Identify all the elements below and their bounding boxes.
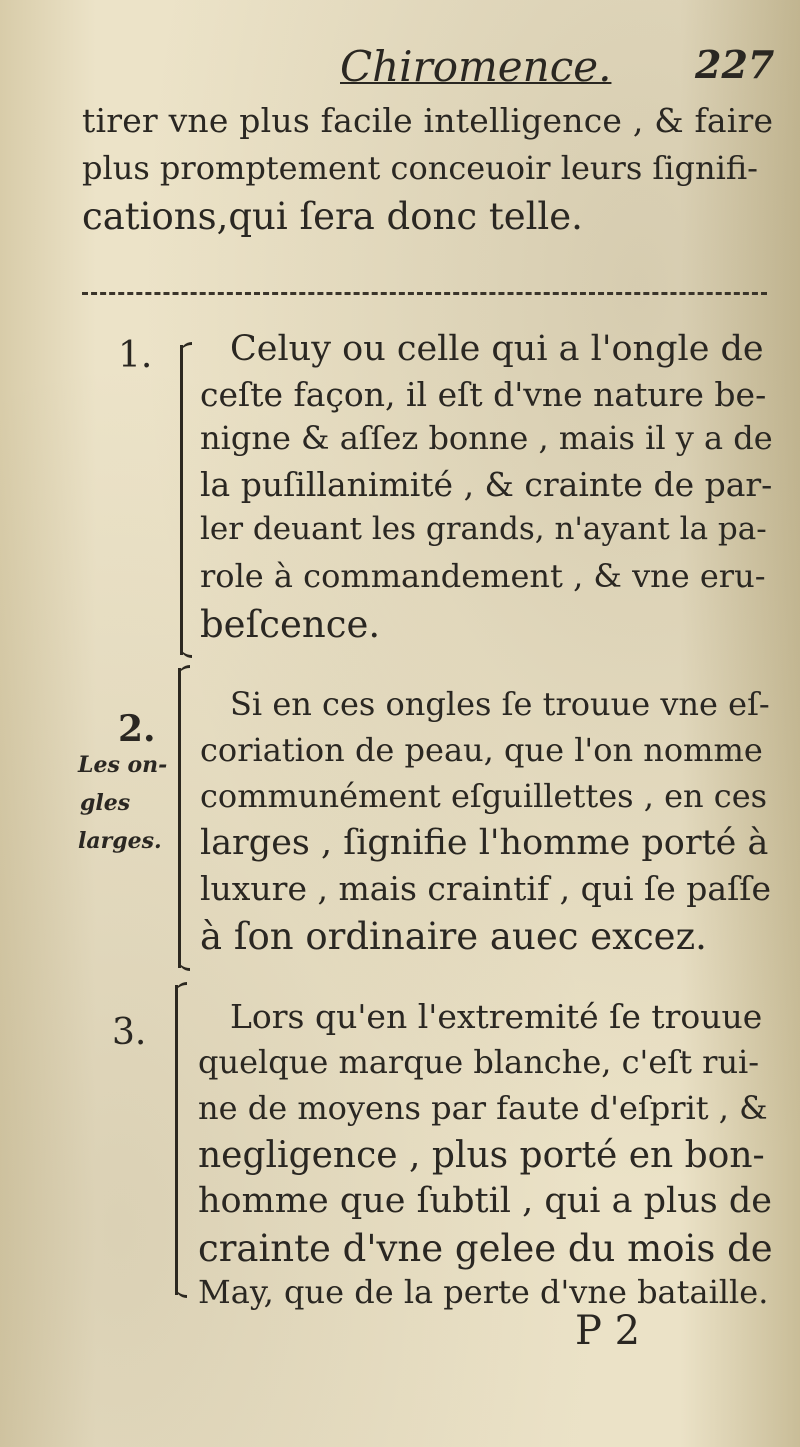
margin-note-line: gles bbox=[80, 790, 131, 816]
text-line: Si en ces ongles ſe trouue vne eſ- bbox=[230, 685, 770, 723]
bracket bbox=[180, 345, 197, 655]
margin-note-line: larges. bbox=[78, 828, 162, 854]
running-title: Chiromence. bbox=[340, 42, 612, 91]
text-line: negligence , plus porté en bon- bbox=[198, 1135, 765, 1176]
text-line: tirer vne plus facile intelligence , & faire bbox=[82, 101, 774, 140]
page-header bbox=[0, 42, 800, 102]
bracket bbox=[175, 985, 192, 1295]
text-line: beſcence. bbox=[200, 603, 381, 646]
text-line: cations,qui ſera donc telle. bbox=[82, 195, 583, 238]
bracket bbox=[178, 668, 195, 968]
text-line: ne de moyens par faute d'eſprit , & bbox=[198, 1089, 768, 1127]
text-line: coriation de peau, que l'on nomme bbox=[200, 731, 763, 769]
text-line: plus promptement conceuoir leurs ſignifi- bbox=[82, 149, 758, 187]
page-number: 227 bbox=[695, 42, 775, 87]
text-line: la puſillanimité , & crainte de par- bbox=[200, 465, 773, 504]
text-line: ceſte façon, il eſt d'vne nature be- bbox=[200, 375, 767, 414]
text-line: role à commandement , & vne eru- bbox=[200, 557, 766, 595]
text-line: Celuy ou celle qui a l'ongle de bbox=[230, 329, 764, 369]
text-line: ler deuant les grands, n'ayant la pa- bbox=[200, 511, 767, 547]
text-line: homme que ſubtil , qui a plus de bbox=[198, 1181, 772, 1221]
section-divider bbox=[82, 292, 767, 295]
text-line: May, que de la perte d'vne bataille. bbox=[198, 1273, 769, 1311]
entry-number: 2. bbox=[118, 708, 156, 750]
signature-mark: P 2 bbox=[575, 1308, 641, 1354]
text-line: Lors qu'en l'extremité ſe trouue bbox=[230, 997, 763, 1036]
margin-note-line: Les on- bbox=[78, 752, 168, 778]
text-line: larges , ſignifie l'homme porté à bbox=[200, 823, 769, 863]
text-line: communément eſguillettes , en ces bbox=[200, 777, 768, 815]
text-line: quelque marque blanche, c'eſt rui- bbox=[198, 1043, 760, 1081]
text-line: crainte d'vne gelee du mois de bbox=[198, 1227, 773, 1270]
text-line: luxure , mais craintif , qui ſe paſſe bbox=[200, 869, 772, 908]
text-line: à ſon ordinaire auec excez. bbox=[200, 915, 707, 958]
entry-number: 1. bbox=[118, 335, 153, 376]
text-line: nigne & aſſez bonne , mais il y a de bbox=[200, 419, 773, 457]
entry-number: 3. bbox=[112, 1012, 147, 1053]
